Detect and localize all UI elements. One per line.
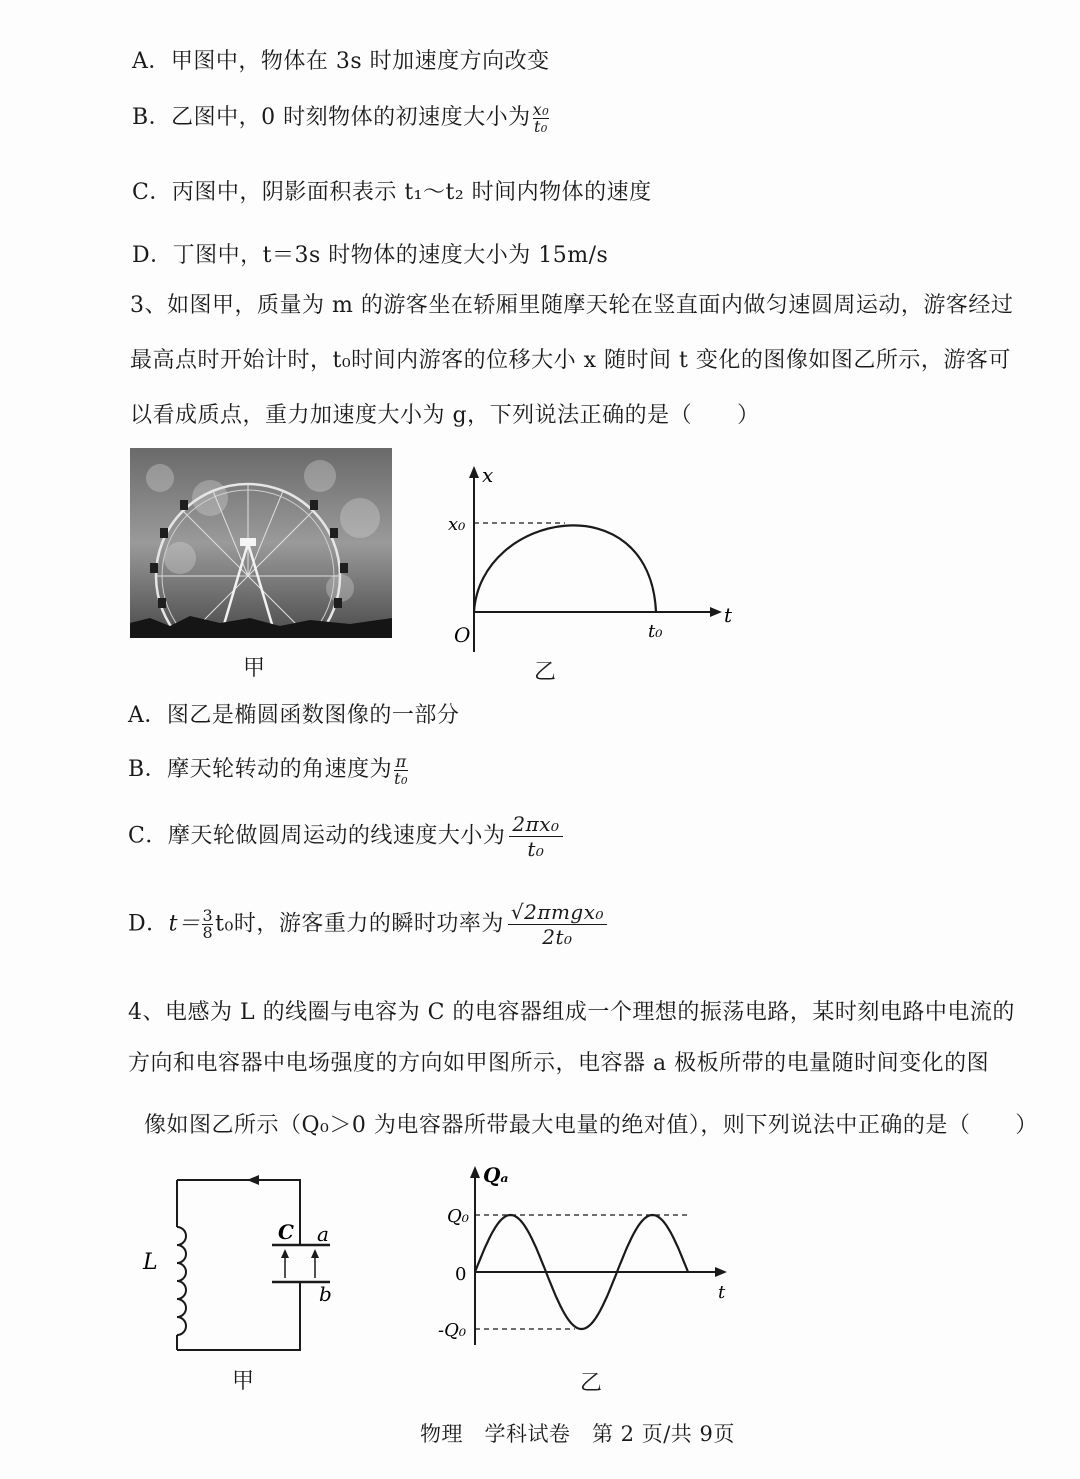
q3-option-d-num: √2πmgx₀: [508, 900, 607, 925]
q3-fig1-caption: 甲: [243, 656, 266, 681]
q3-stem-line3: 以看成质点，重力加速度大小为 g，下列说法正确的是（ ）: [130, 403, 760, 428]
q4-lc-circuit: [135, 1165, 375, 1365]
q4-qt-graph: [435, 1160, 735, 1350]
plate-a-label: a: [317, 1222, 329, 1246]
inductor-label: L: [143, 1250, 158, 1275]
q3-option-d-mid: t₀时，游客重力的瞬时功率为: [215, 911, 504, 937]
inductor-coil: [177, 1227, 186, 1335]
q4-stem-line3: 像如图乙所示（Q₀＞0 为电容器所带最大电量的绝对值），则下列说法中正确的是（ ）: [144, 1113, 1038, 1138]
q4-x-label: t: [718, 1282, 726, 1303]
q3-option-d-prefix: D．: [128, 911, 169, 937]
q3-stem-line1: 3、如图甲，质量为 m 的游客坐在轿厢里随摩天轮在竖直面内做匀速圆周运动，游客经过: [130, 293, 1014, 318]
q3-fig2-caption: 乙: [534, 660, 557, 685]
circuit-bottom-wire: [177, 1282, 300, 1350]
q3-displacement-curve: [474, 525, 656, 612]
plate-b-label: b: [319, 1282, 332, 1306]
q3-x-label: t: [724, 603, 733, 627]
q3-end-label: t₀: [648, 621, 663, 642]
q3-option-d-inner-fraction: [202, 908, 213, 941]
q3-y-label: x: [482, 463, 494, 487]
q4-min-label: -Q₀: [438, 1320, 467, 1341]
q3-option-b-text: B．摩天轮转动的角速度为: [128, 757, 393, 782]
q3-option-c-num: 2πx₀: [509, 812, 562, 837]
q3-option-d-inner-den: 8: [202, 923, 214, 942]
q3-option-d: [128, 900, 611, 949]
q3-option-c-text: C．摩天轮做圆周运动的线速度大小为: [128, 823, 506, 849]
q4-y-label: Qₐ: [483, 1163, 509, 1187]
q2-option-c: C．丙图中，阴影面积表示 t₁～t₂ 时间内物体的速度: [132, 180, 652, 205]
q3-xt-graph: [440, 462, 750, 662]
q2-option-d: D．丁图中，t＝3s 时物体的速度大小为 15m/s: [132, 243, 609, 268]
q3-option-c-den: t₀: [527, 837, 545, 861]
q3-option-a: A．图乙是椭圆函数图像的一部分: [128, 703, 460, 728]
q3-option-c: [128, 812, 567, 861]
q3-peak-label: x₀: [448, 514, 466, 535]
q3-option-d-t: t＝: [168, 911, 201, 937]
q2-option-b-text: B．乙图中，0 时刻物体的初速度大小为: [132, 105, 531, 130]
q4-x-arrow: [715, 1267, 727, 1277]
field-arrow-2: [311, 1249, 319, 1258]
capacitor-label: C: [278, 1220, 294, 1244]
q2-option-b-fraction: [532, 99, 550, 136]
q3-option-c-fraction: [509, 812, 562, 861]
q4-max-label: Q₀: [447, 1206, 469, 1227]
field-arrow-1: [281, 1249, 289, 1258]
ferris-wheel-photo: [130, 448, 392, 638]
q3-y-arrow: [469, 466, 479, 478]
q3-stem-line2: 最高点时开始计时，t₀时间内游客的位移大小 x 随时间 t 变化的图像如图乙所示，游客可: [130, 348, 1011, 373]
q3-option-b-num: π: [395, 751, 407, 771]
q4-y-arrow: [470, 1166, 480, 1178]
q2-option-b: [132, 100, 551, 135]
q3-option-d-fraction: [508, 900, 607, 949]
q2-option-a: A．甲图中，物体在 3s 时加速度方向改变: [132, 49, 550, 74]
q3-origin-label: O: [454, 623, 471, 647]
q3-option-d-den: 2t₀: [542, 925, 573, 949]
q2-option-b-frac-num: x₀: [532, 99, 550, 119]
q3-option-b: [128, 752, 410, 787]
q4-stem-line1: 4、电感为 L 的线圈与电容为 C 的电容器组成一个理想的振荡电路，某时刻电路中电流的: [128, 1000, 1015, 1025]
q2-option-b-frac-den: t₀: [533, 116, 548, 136]
q3-option-b-fraction: [394, 751, 409, 788]
q4-zero-label: 0: [455, 1264, 467, 1285]
q4-fig2-caption: 乙: [580, 1371, 603, 1396]
q3-x-arrow: [710, 607, 722, 617]
q4-fig1-caption: 甲: [232, 1369, 255, 1394]
current-arrow: [247, 1175, 259, 1185]
q3-option-d-inner-num: 3: [202, 906, 214, 925]
page-footer: 物理 学科试卷 第 2 页/共 9页: [420, 1422, 735, 1446]
q3-option-b-den: t₀: [394, 768, 409, 788]
q4-stem-line2: 方向和电容器中电场强度的方向如甲图所示，电容器 a 极板所带的电量随时间变化的图: [128, 1051, 990, 1076]
ferris-wheel-illustration: [130, 448, 392, 638]
